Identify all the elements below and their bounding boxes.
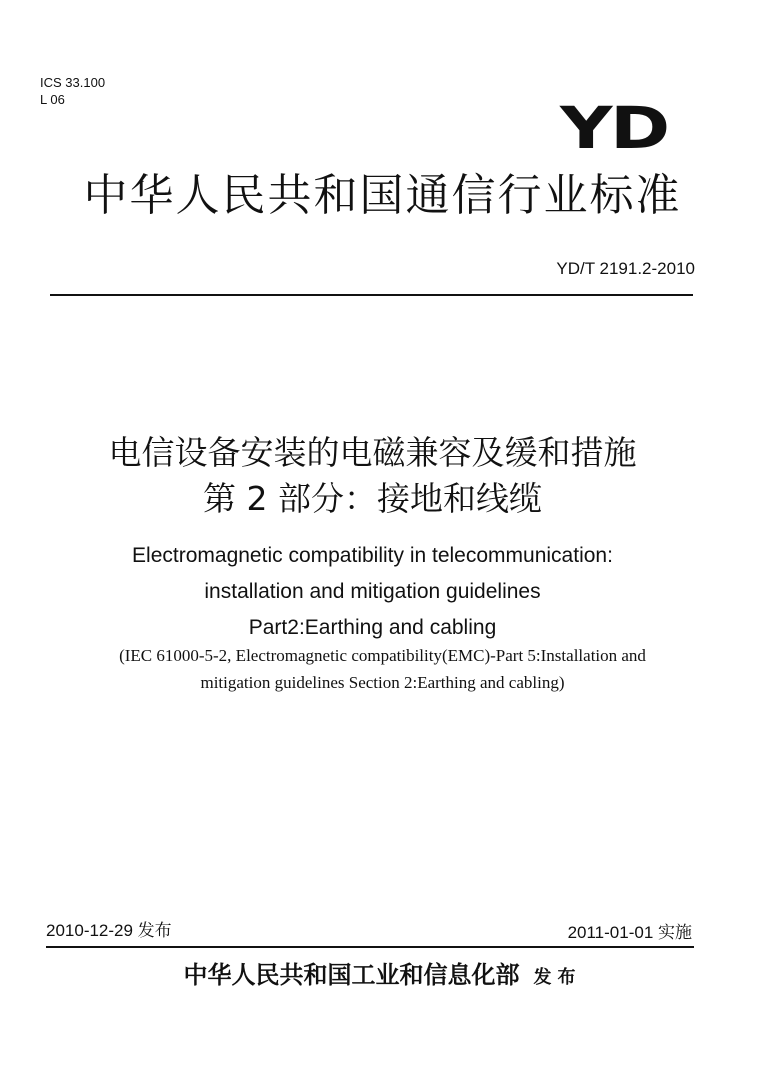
standard-title: 中华人民共和国通信行业标准: [83, 170, 682, 221]
ccs-code: L 06: [40, 92, 65, 107]
chinese-title-line-1: 电信设备安装的电磁兼容及缓和措施: [108, 433, 637, 472]
header-divider: [50, 294, 693, 296]
english-title-line-2: installation and mitigation guidelines: [204, 580, 541, 603]
yd-logo: YD: [560, 94, 668, 162]
iec-reference: [0, 642, 765, 696]
issuer-action: 发布: [533, 967, 582, 988]
chinese-title: [0, 430, 745, 522]
ics-code: ICS 33.100: [40, 75, 106, 90]
english-title-line-1: Electromagnetic compatibility in telecommunication:: [132, 544, 613, 567]
issuer: [0, 957, 765, 996]
standard-code: YD/T 2191.2-2010: [556, 259, 695, 278]
issue-date: 2010-12-29 发布: [46, 921, 172, 940]
issuer-name: 中华人民共和国工业和信息化部: [183, 960, 520, 989]
english-title: [0, 538, 745, 646]
chinese-title-line-2: 第 2 部分：接地和线缆: [203, 479, 542, 518]
footer-divider: [46, 946, 694, 948]
english-title-line-3: Part2:Earthing and cabling: [248, 616, 497, 639]
iec-reference-line-2: mitigation guidelines Section 2:Earthing and cabling): [200, 673, 565, 692]
effective-date: 2011-01-01 实施: [567, 923, 692, 942]
classification-codes: [40, 74, 105, 108]
iec-reference-line-1: (IEC 61000-5-2, Electromagnetic compatibility(EMC)-Part 5:Installation and: [119, 646, 646, 665]
